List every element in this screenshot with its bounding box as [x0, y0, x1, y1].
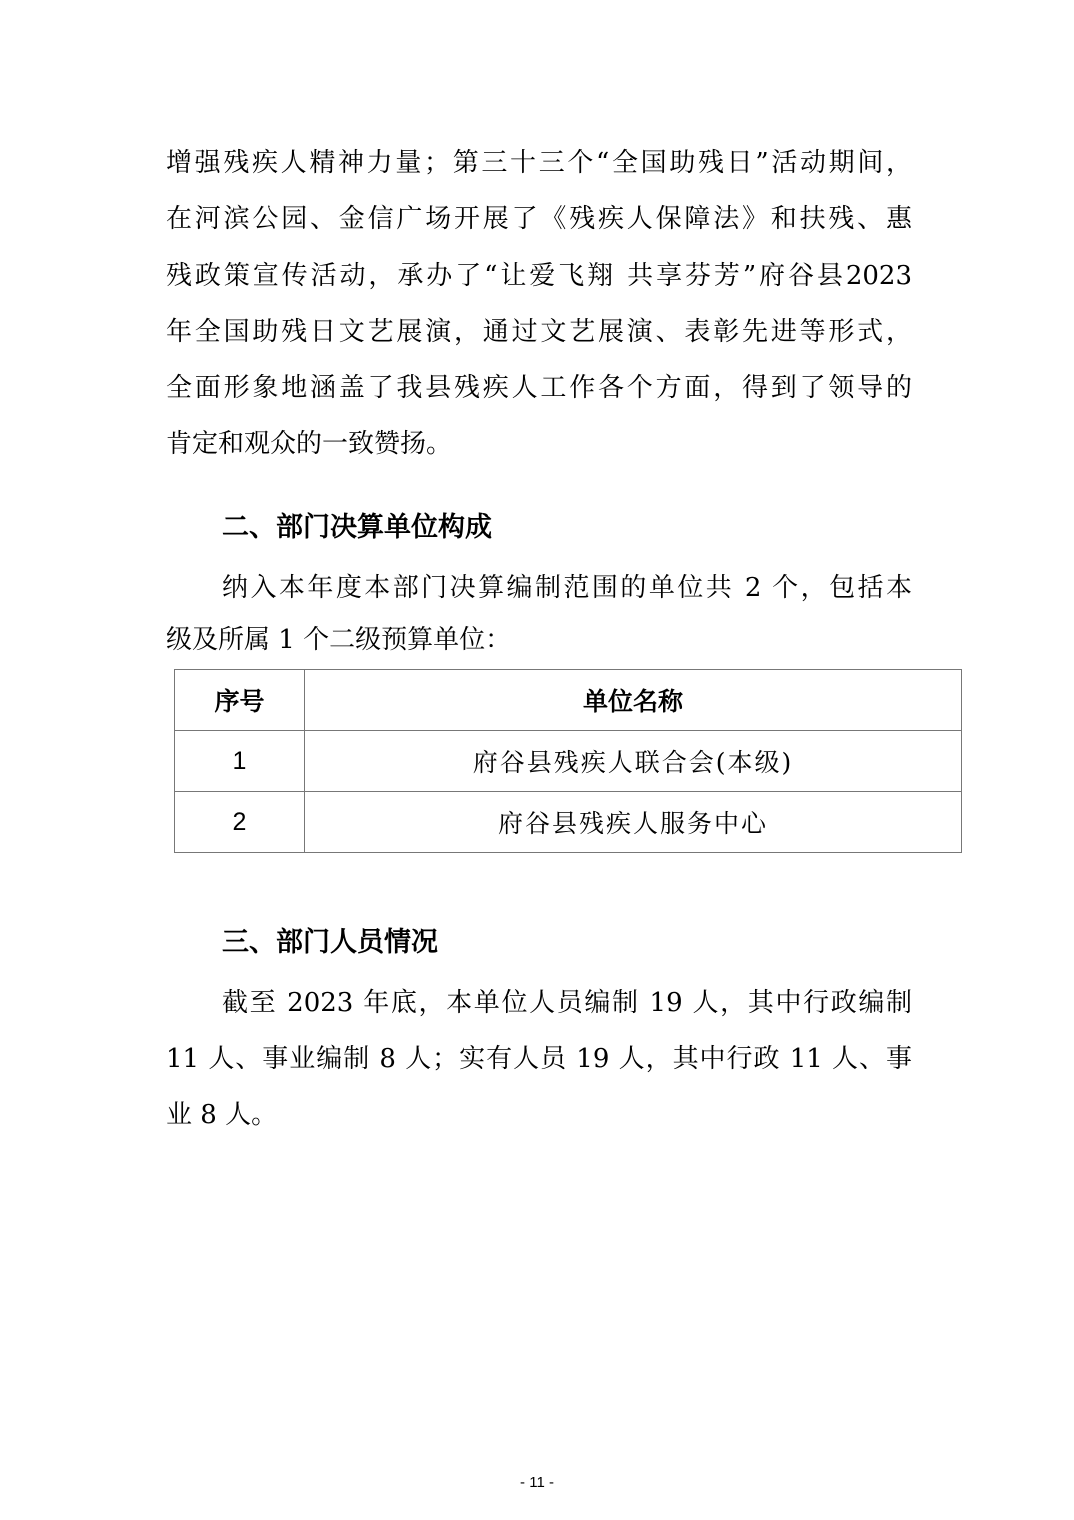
- unit-table: [174, 669, 962, 853]
- intro-line-1: 增强残疾人精神力量；第三十三个“全国助残日”活动期间，: [166, 148, 912, 178]
- cell-unit-name: 府谷县残疾人服务中心: [305, 792, 962, 853]
- section3-line-2: 11 人、事业编制 8 人；实有人员 19 人，其中行政 11 人、事: [166, 1044, 912, 1074]
- intro-line-2: 在河滨公园、金信广场开展了《残疾人保障法》和扶残、惠: [166, 204, 912, 234]
- section-heading-unit-composition: 二、部门决算单位构成: [222, 512, 492, 543]
- section3-line-3: 业 8 人。: [166, 1100, 278, 1130]
- intro-line-5: 全面形象地涵盖了我县残疾人工作各个方面，得到了领导的: [166, 373, 912, 403]
- intro-line-6: 肯定和观众的一致赞扬。: [166, 429, 453, 459]
- header-unit-name: 单位名称: [305, 670, 962, 731]
- page-number: - 11 -: [520, 1474, 554, 1491]
- table-header-row: [175, 670, 962, 731]
- header-serial-number: 序号: [175, 670, 305, 731]
- cell-unit-name: 府谷县残疾人联合会(本级): [305, 731, 962, 792]
- table-row: [175, 792, 962, 853]
- cell-serial-number: 1: [175, 731, 305, 792]
- table-row: [175, 731, 962, 792]
- cell-serial-number: 2: [175, 792, 305, 853]
- section2-line-1: 纳入本年度本部门决算编制范围的单位共 2 个，包括本: [222, 573, 912, 603]
- section2-line-2: 级及所属 1 个二级预算单位：: [166, 625, 512, 655]
- section3-line-1: 截至 2023 年底，本单位人员编制 19 人，其中行政编制: [222, 988, 912, 1018]
- intro-line-3: 残政策宣传活动，承办了“让爱飞翔 共享芬芳”府谷县2023: [166, 261, 912, 291]
- section-heading-staff: 三、部门人员情况: [222, 927, 438, 958]
- intro-line-4: 年全国助残日文艺展演，通过文艺展演、表彰先进等形式，: [166, 317, 912, 347]
